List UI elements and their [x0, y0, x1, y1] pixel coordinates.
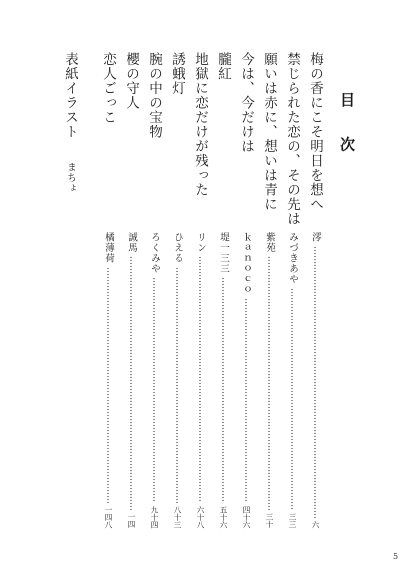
entry-author: 澪: [310, 232, 321, 243]
entry-page-number: 四十六: [242, 505, 251, 528]
entry-title: 禁じられた恋の、その先は: [284, 52, 300, 226]
dot-leader: [130, 256, 132, 510]
entry-title: 恋人ごっこ: [100, 52, 116, 125]
entry-title: 地獄に恋だけが残った: [192, 52, 208, 197]
dot-leader: [291, 288, 293, 511]
entry-page-number: 六十八: [196, 505, 205, 528]
dot-leader: [314, 246, 316, 518]
entry-author: みづきあや: [287, 232, 298, 285]
entry-page-number: 三十: [265, 513, 274, 528]
entry-author: ひえる: [172, 232, 183, 264]
entry-author: ｋａｎｏｃｏ: [241, 232, 252, 295]
entry-author: ろくみや: [149, 232, 160, 274]
cover-illustrator: まちょ: [65, 162, 76, 194]
entry-page-number: 一四: [127, 513, 136, 528]
entry-title: 今は、今だけは: [238, 52, 254, 154]
dot-leader: [245, 298, 247, 503]
page-number: 5: [393, 552, 399, 561]
entry-title: 表紙イラスト: [62, 52, 78, 139]
entry-author: 堤一三三: [218, 232, 229, 274]
entry-page-number: 六: [311, 520, 320, 528]
dot-leader: [107, 267, 109, 503]
dot-leader: [199, 256, 201, 503]
entry-author: リン: [195, 232, 206, 253]
entry-author: 誠馬: [126, 232, 137, 253]
entry-author: 紫苑: [264, 232, 275, 253]
dot-leader: [222, 277, 224, 503]
toc-heading: 目 次: [338, 92, 356, 164]
entry-title: 誘蛾灯: [169, 52, 185, 96]
entry-title: 梅の香にこそ明日を想へ: [307, 52, 323, 212]
entry-page-number: 八十三: [173, 505, 182, 528]
entry-page-number: 五十六: [219, 505, 228, 528]
entry-title: 腕の中の宝物: [146, 52, 162, 139]
entry-page-number: 九十四: [150, 505, 159, 528]
entry-page-number: 三三: [288, 513, 297, 528]
entry-title: 櫻の守人: [123, 52, 139, 110]
dot-leader: [153, 277, 155, 503]
entry-title: 朧紅: [215, 52, 231, 81]
entry-author: 橘薄荷: [103, 232, 114, 264]
dot-leader: [176, 267, 178, 503]
entry-page-number: 一四八: [104, 505, 113, 528]
dot-leader: [268, 256, 270, 510]
entry-title: 願いは赤に、想いは青に: [261, 52, 277, 212]
